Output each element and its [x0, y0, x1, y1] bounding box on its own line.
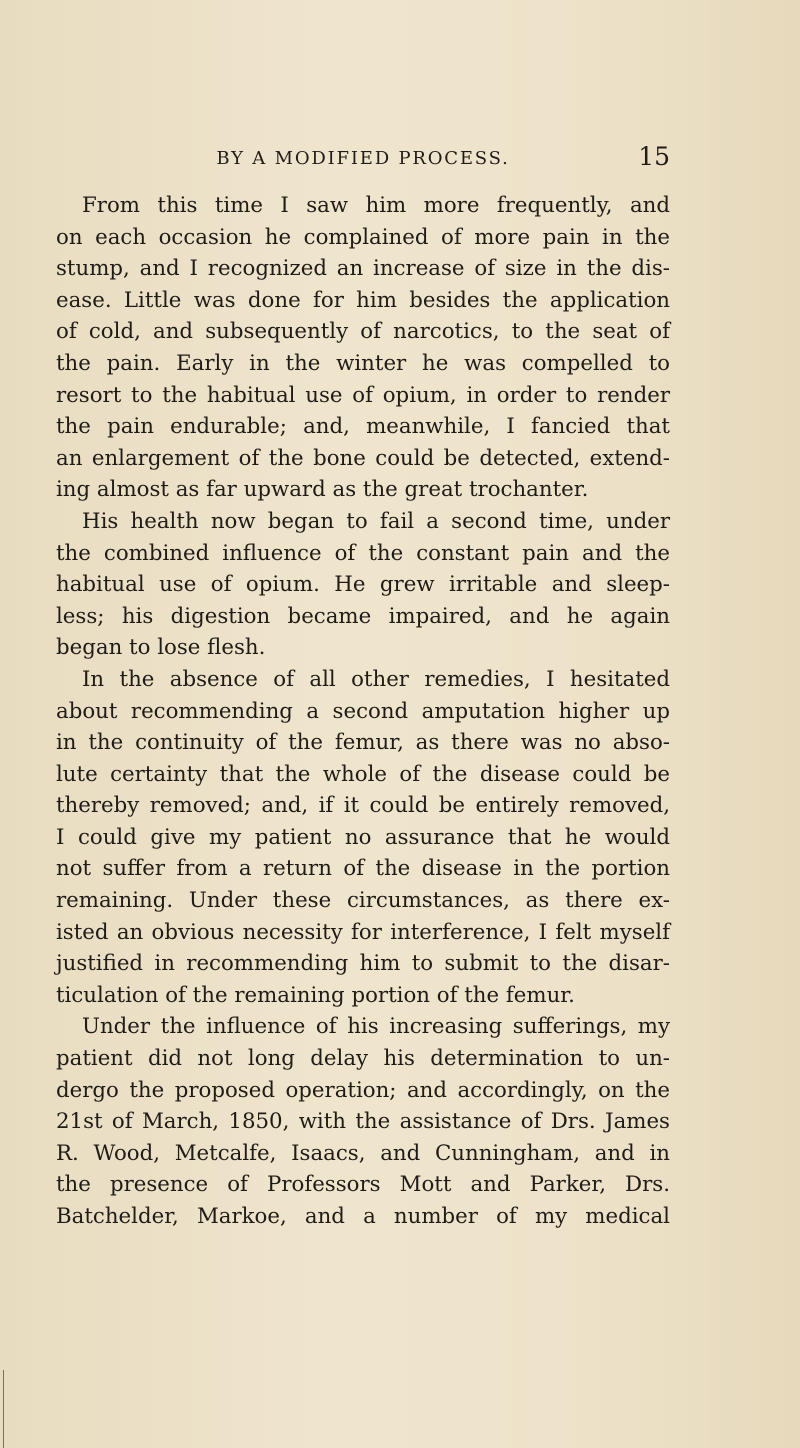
text-line: patient did not long delay his determination to un- [56, 1046, 670, 1072]
text-line: the combined influence of the constant pain and the [56, 540, 670, 566]
text-line: 21st of March, 1850, with the assistance of Drs. James [56, 1109, 670, 1135]
text-line: justified in recommending him to submit to the disar- [56, 951, 670, 977]
text-line: In the absence of all other remedies, I hesitated [82, 666, 670, 692]
text-line: in the continuity of the femur, as there was no abso- [56, 730, 670, 756]
text-line: thereby removed; and, if it could be entirely removed, [56, 793, 670, 819]
text-line: of cold, and subsequently of narcotics, to the seat of [56, 319, 670, 345]
text-line: the pain. Early in the winter he was compelled to [56, 350, 670, 376]
text-line: an enlargement of the bone could be detected, extend- [56, 445, 670, 471]
text-line: stump, and I recognized an increase of size in the dis- [56, 256, 670, 282]
text-line: I could give my patient no assurance that he would [56, 824, 670, 850]
text-line: Under the influence of his increasing sufferings, my [82, 1014, 670, 1040]
text-line: the presence of Professors Mott and Parker, Drs. [56, 1172, 670, 1198]
text-line: habitual use of opium. He grew irritable and sleep- [56, 572, 670, 598]
running-head [56, 142, 670, 176]
text-line: From this time I saw him more frequently, and [82, 193, 670, 218]
text-line: on each occasion he complained of more pain in the [56, 224, 670, 250]
text-line: lute certainty that the whole of the disease could be [56, 761, 670, 787]
text-line: R. Wood, Metcalfe, Isaacs, and Cunningham, and in [56, 1140, 670, 1166]
text-line: not suffer from a return of the disease in the portion [56, 856, 670, 882]
text-line: Batchelder, Markoe, and a number of my medical [56, 1204, 670, 1229]
text-line: isted an obvious necessity for interference, I felt myself [56, 919, 670, 945]
text-line: His health now began to fail a second time, under [82, 508, 670, 534]
text-line: dergo the proposed operation; and accordingly, on the [56, 1077, 670, 1103]
body-text [56, 190, 670, 1233]
text-line: ticulation of the remaining portion of the femur. [56, 982, 575, 1008]
margin-rule [3, 1370, 4, 1448]
text-line: the pain endurable; and, meanwhile, I fancied that [56, 414, 670, 440]
text-line: resort to the habitual use of opium, in order to render [56, 382, 670, 408]
text-line: ing almost as far upward as the great trochanter. [56, 477, 589, 503]
page-number: 15 [638, 142, 670, 171]
running-head-title: BY A MODIFIED PROCESS. [216, 148, 510, 169]
text-line: ease. Little was done for him besides the application [56, 287, 670, 313]
text-line: began to lose flesh. [56, 635, 266, 661]
text-line: about recommending a second amputation higher up [56, 698, 670, 724]
text-line: less; his digestion became impaired, and he again [56, 603, 670, 629]
text-line: remaining. Under these circumstances, as there ex- [56, 888, 670, 914]
